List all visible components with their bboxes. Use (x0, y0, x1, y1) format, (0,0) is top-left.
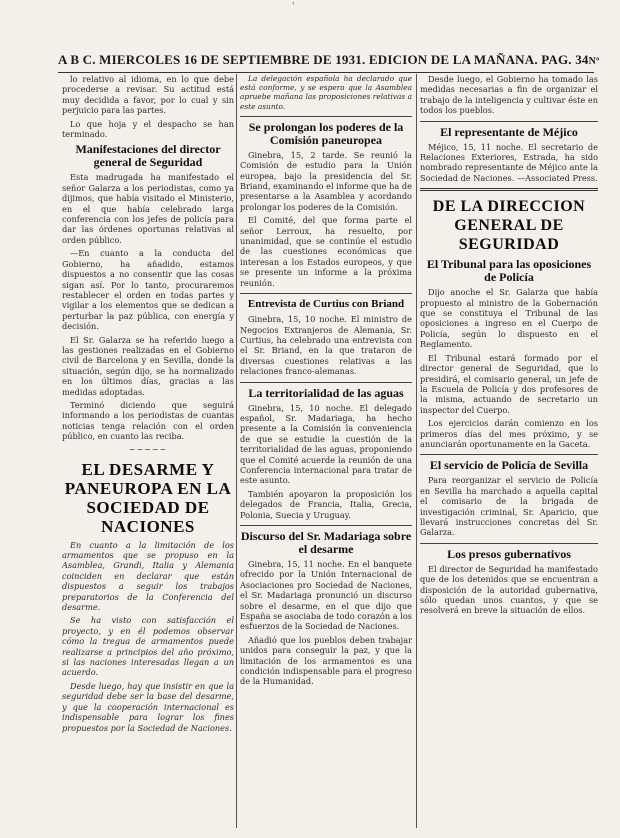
column-left (62, 74, 234, 830)
ornament-divider: ~~~~~ (128, 444, 168, 454)
divider (240, 293, 412, 294)
headline-direccion-seguridad: DE LA DIRECCION GENERAL DE SEGURIDAD (432, 198, 586, 254)
article-director-p3: El Sr. Galarza se ha referido luego a las gestiones realizadas en el Gobierno civil de Barcelona y en Sevilla, donde la situación, según dijo, se ha normalizado en los últimos días, gracias a las medidas adoptadas. (62, 334, 234, 397)
headline-director-seguridad: Manifestaciones del director general de Seguridad (75, 142, 221, 170)
article-desarme-p2: Se ha visto con satisfacción el proyecto, y en él podemos observar cómo la tregua de armamentos puede realizarse a principios del año próximo, si las naciones interesadas llegan a un acuerdo. (62, 615, 234, 678)
headline-presos: Los presos gubernativos (447, 546, 571, 561)
masthead (58, 52, 600, 73)
column-right (420, 74, 598, 830)
column-rule-right (416, 74, 417, 828)
headline-aguas: La territorialidad de las aguas (248, 385, 404, 400)
headline-poderes-comision: Se prolongan los poderes de la Comisión paneuropea (248, 119, 404, 147)
col3-top: Desde luego, el Gobierno ha tomado las medidas necesarias a fin de organizar el trabajo de la inteligencia y cultivar éste en todos los pueblos. (420, 74, 598, 116)
article-aguas-p2: También apoyaron la proposición los delegados de Francia, Italia, Grecia, Polonia, Suecia y Uruguay. (240, 488, 412, 520)
headline-entrevista: Entrevista de Curtius con Briand (247, 298, 405, 311)
col1-intro: lo relativo al idioma, en lo que debe procederse a revisar. Su actitud está muy decidida a favor, por lo cual y sin perjuicio para las partes. (62, 74, 234, 116)
col2-top: La delegación española ha declarado que está conforme, y se espera que la Asamblea apruebe mañana las proposiciones relativas a este asunto. (240, 74, 412, 111)
divider (240, 525, 412, 526)
divider (420, 454, 598, 455)
article-poderes-p2: El Comité, del que forma parte el señor Lerroux, ha resuelto, por unanimidad, que se continúe el estudio de las cuestiones económicas que interesan a los Estados europeos, y que se presente un informe a la próxima reunión. (240, 215, 412, 288)
article-mejico: Méjico, 15, 11 noche. El secretario de Relaciones Exteriores, Estrada, ha sido nombrado representante de Méjico ante la Sociedad de Naciones. —Associated Press. (420, 141, 598, 183)
divider (420, 543, 598, 544)
article-desarme-p3: Desde luego, hay que insistir en que la seguridad debe ser la base del desarme, y que la cooperación internacional es indispensable para lograr los fines propuestos por la Sociedad de Naciones. (62, 680, 234, 733)
headline-desarme: EL DESARME Y PANEUROPA EN LA SOCIEDAD DE NACIONES (64, 459, 232, 536)
article-desarme-p1: En cuanto a la limitación de los armamentos que se propuso en la Asamblea, Grandi, Italia y Alemania coinciden en declarar que están dispuestos a seguir los trabajos preparatorios de la Conferencia del desarme. (62, 539, 234, 613)
masthead-dateline: A B C. MIERCOLES 16 DE SEPTIEMBRE DE 1931. EDICION DE LA MAÑANA. PAG. 34 (58, 52, 589, 67)
article-director-p2: —En cuanto a la conducta del Gobierno, ha añadido, estamos dispuestos a no consentir que las cosas sigan así. Por lo tanto, procuraremos restablecer el orden en todas partes y vigilar a los elementos que se dedican a perturbar la paz pública, con energía y decisión. (62, 248, 234, 332)
article-poderes-p1: Ginebra, 15, 2 tarde. Se reunió la Comisión de estudio para la Unión europea, bajo la presidencia del Sr. Briand, examinando el informe que ha de presentarse a la Asamblea y acordando prolongar los poderes de la Comisión. (240, 149, 412, 212)
article-tribunal-p2: El Tribunal estará formado por el director general de Seguridad, que lo presidirá, el comisario general, un jefe de la Escuela de Policía y dos profesores de la misma, actuando de secretario un inspector del Cuerpo. (420, 352, 598, 415)
double-divider (420, 188, 598, 191)
article-presos: El director de Seguridad ha manifestado que de los detenidos que se encuentran a disposición de la autoridad gubernativa, sólo quedan unos cuantos, y que se resolverá en breve la situación de ellos. (420, 563, 598, 616)
column-middle (240, 74, 412, 830)
article-director-p1: Esta madrugada ha manifestado el señor Galarza a los periodistas, como ya dijimos, que había visitado el Ministerio, en el que había celebrado larga conferencia con los jefes de policía para dar las órdenes oportunas relativas al orden público. (62, 172, 234, 245)
headline-tribunal-policia: El Tribunal para las oposiciones de Policía (426, 257, 592, 285)
headline-policia-sevilla: El servicio de Policía de Sevilla (429, 458, 589, 473)
masthead-page-mark: Nº (588, 56, 600, 67)
divider (240, 382, 412, 383)
article-sevilla: Para reorganizar el servicio de Policía en Sevilla ha marchado a aquella capital el comisario de la brigada de investigación criminal, Sr. Aparicio, que llevará instrucciones concretas del Sr. Galarza. (420, 475, 598, 538)
article-discurso-p2: Añadió que los pueblos deben trabajar unidos para conseguir la paz, y que la limitación de los armamentos es una condición indispensable para el progreso de la Humanidad. (240, 634, 412, 687)
article-entrevista: Ginebra, 15, 10 noche. El ministro de Negocios Extranjeros de Alemania, Sr. Curtius, ha celebrado una entrevista con el Sr. Briand, en la que trataron de diversas cuestiones relativas a las relaciones franco-alemanas. (240, 314, 412, 377)
corner-mark: ' (292, 2, 295, 12)
article-tribunal-p3: Los ejercicios darán comienzo en los primeros días del mes próximo, y se anunciarán oportunamente en la Gaceta. (420, 418, 598, 449)
divider (240, 116, 412, 117)
divider (420, 121, 598, 122)
article-tribunal-p1: Dijo anoche el Sr. Galarza que había propuesto al ministro de la Gobernación que se constituya el Tribunal de las oposiciones a ingreso en el Cuerpo de Policía, según lo dispuesto en el Reglamento. (420, 287, 598, 350)
col1-intro-2: Lo que hoja y el despacho se han terminado. (62, 118, 234, 140)
article-discurso-p1: Ginebra, 15, 11 noche. En el banquete ofrecido por la Unión Internacional de Asociaciones pro Sociedad de Naciones, el Sr. Madariaga pronunció un discurso sobre el desarme, en el que dijo que España se asociaba de todo corazón a los esfuerzos de la Sociedad de Naciones. (240, 559, 412, 632)
column-rule-left (236, 74, 237, 828)
article-director-p4: Terminó diciendo que seguirá informando a los periodistas de cuantas noticias tenga relación con el orden público, en cuanto las reciba. (62, 399, 234, 442)
headline-discurso-madariaga: Discurso del Sr. Madariaga sobre el desarme (240, 529, 412, 556)
article-aguas-p1: Ginebra, 15, 10 noche. El delegado español, Sr. Madariaga, ha hecho presente a la Comisión la conveniencia de que se estudie la cuestión de la territorialidad de las aguas, proponiendo que el Comité acuerde la reunión de una Conferencia internacional para tratar de este asunto. (240, 402, 412, 486)
headline-representante-mejico: El representante de Méjico (440, 124, 578, 139)
